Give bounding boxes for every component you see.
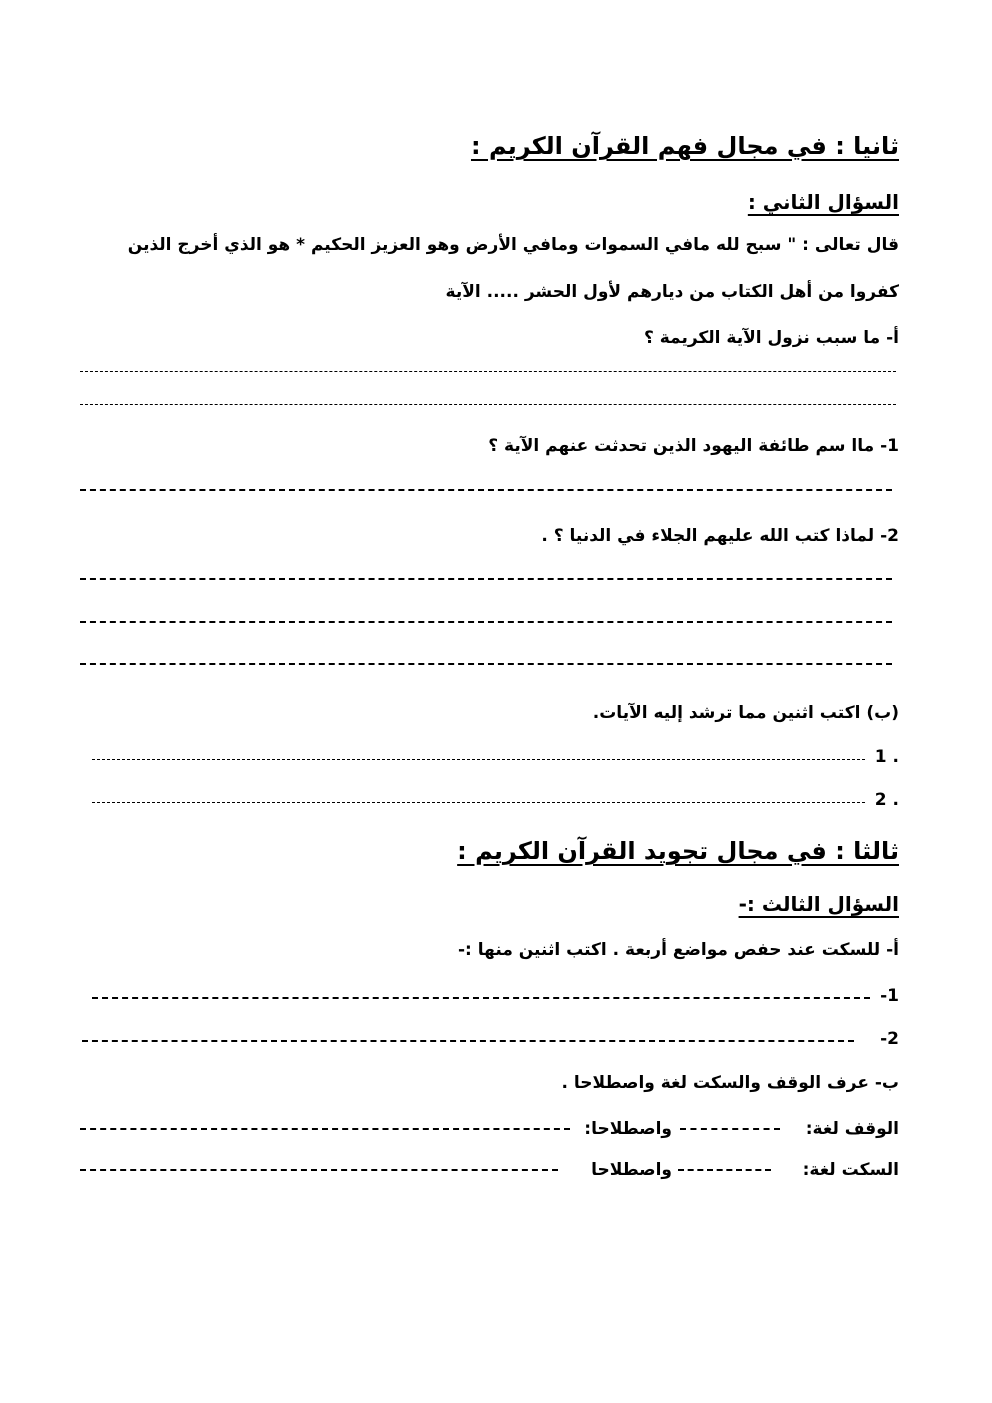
b-item-1	[875, 747, 899, 767]
question-1: 1- ماا سم طائفة اليهود الذين تحدثت عنهم الآية ؟	[488, 436, 899, 456]
b-item-2-number: . 2	[874, 790, 899, 810]
section2-title: ثانيا : في مجال فهم القرآن الكريم :	[470, 132, 899, 160]
a-item-2-number: 2-	[880, 1029, 899, 1049]
answer-line[interactable]	[80, 404, 896, 405]
answer-line[interactable]	[680, 1128, 780, 1130]
sakt-label: السكت لغة:	[802, 1160, 899, 1180]
answer-line[interactable]	[80, 489, 892, 491]
answer-line[interactable]	[80, 371, 896, 372]
question-2: 2- لماذا كتب الله عليهم الجلاء في الدنيا ؟ .	[541, 526, 899, 546]
a-item-2	[880, 1029, 899, 1049]
question-3b: ب- عرف الوقف والسكت لغة واصطلاحا .	[561, 1073, 899, 1093]
answer-line[interactable]	[92, 802, 865, 803]
answer-line[interactable]	[92, 997, 870, 999]
answer-line[interactable]	[80, 1128, 570, 1130]
question-a: أ- ما سبب نزول الآية الكريمة ؟	[643, 328, 899, 348]
verse-line-2: كفروا من أهل الكتاب من ديارهم لأول الحشر ..... الآية	[445, 282, 899, 302]
answer-line[interactable]	[92, 759, 865, 760]
sakt-term: واصطلاحا	[591, 1160, 672, 1180]
waqf-term: واصطلاحا:	[584, 1119, 672, 1139]
answer-line[interactable]	[678, 1169, 771, 1171]
waqf-label: الوقف لغة:	[805, 1119, 899, 1139]
answer-line[interactable]	[82, 1040, 854, 1042]
answer-line[interactable]	[80, 578, 892, 580]
question-3a: أ- للسكت عند حفص مواضع أربعة . اكتب اثنين منها :-	[458, 940, 899, 960]
verse-line-1: قال تعالى : " سبح لله مافي السموات ومافي الأرض وهو العزيز الحكيم * هو الذي أخرج الذين	[127, 235, 899, 255]
a-item-1-number: 1-	[880, 986, 899, 1006]
question2-heading: السؤال الثاني :	[747, 190, 899, 214]
b-item-1-number: . 1	[874, 747, 899, 767]
section3-title: ثالثا : في مجال تجويد القرآن الكريم :	[457, 837, 899, 865]
a-item-1	[880, 986, 899, 1006]
answer-line[interactable]	[80, 663, 892, 665]
answer-line[interactable]	[80, 621, 892, 623]
b-item-2	[875, 790, 899, 810]
answer-line[interactable]	[80, 1169, 558, 1171]
question-b: (ب) اكتب اثنين مما ترشد إليه الآيات.	[592, 703, 899, 723]
question3-heading: السؤال الثالث :-	[738, 892, 899, 916]
